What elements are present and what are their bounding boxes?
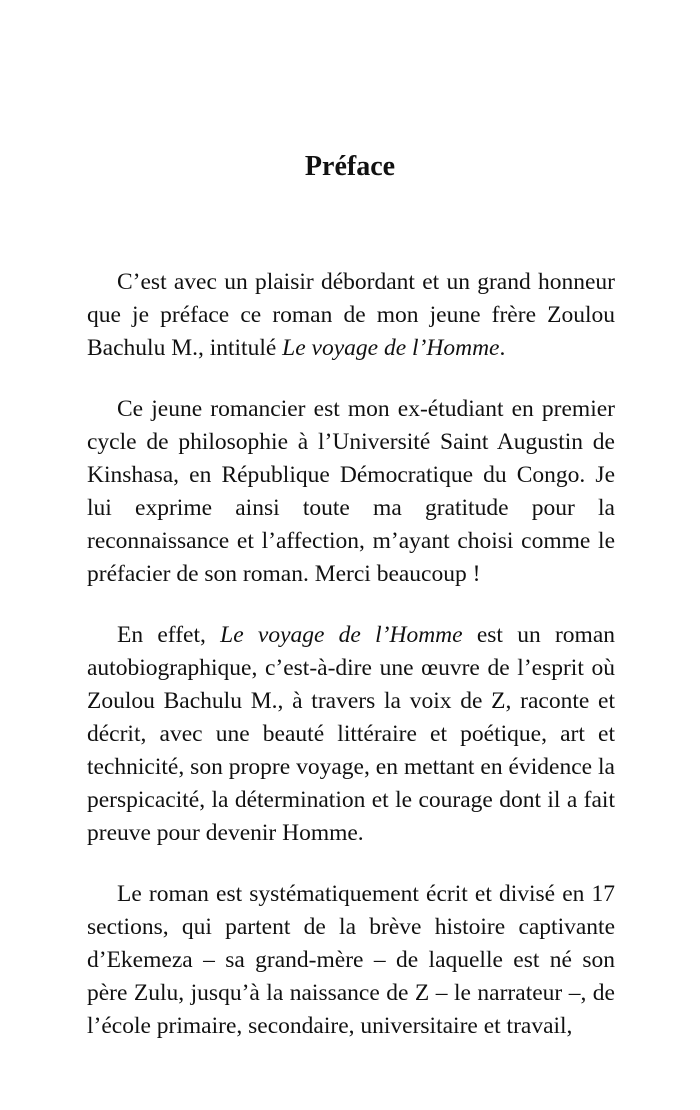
paragraph-4: Le roman est systématiquement écrit et divisé en 17 sections, qui partent de la brève histoire captivante d’Ekemeza – sa grand-mère – de laquelle est né son père Zulu, jusqu’à la naissance de Z – le narrateur –, de l’école primaire, secondaire, universitaire et travail,	[87, 881, 615, 1039]
paragraph-1-text-after: .	[499, 335, 506, 361]
paragraph-2: Ce jeune romancier est mon ex-étudiant en premier cycle de philosophie à l’Université Saint Augustin de Kinshasa, en République Démocratique du Congo. Je lui exprime ainsi toute ma gratitude pour la reconnaissance et l’affection, m’ayant choisi comme le préfacier de son roman. Merci beaucoup !	[87, 396, 615, 587]
page-title: Préface	[304, 151, 396, 182]
book-title-italic: Le voyage de l’Homme	[282, 335, 500, 361]
paragraph-3-text-after: est un roman autobiographique, c’est-à-dire une œuvre de l’esprit où Zoulou Bachulu M., à travers la voix de Z, raconte et décrit, avec une beauté littéraire et poétique, art et technicité, son propre voyage, en mettant en évidence la perspicacité, la détermination et le courage dont il a fait preuve pour devenir Homme.	[87, 622, 615, 846]
book-title-italic: Le voyage de l’Homme	[220, 622, 463, 648]
paragraph-3-text-before: En effet,	[117, 622, 221, 648]
paragraph-1	[87, 266, 615, 365]
preface-body	[87, 266, 615, 1043]
paragraph-1-text-before: C’est avec un plaisir débordant et un grand honneur que je préface ce roman de mon jeune frère Zoulou Bachulu M., intitulé	[87, 269, 615, 361]
paragraph-3	[87, 619, 615, 850]
